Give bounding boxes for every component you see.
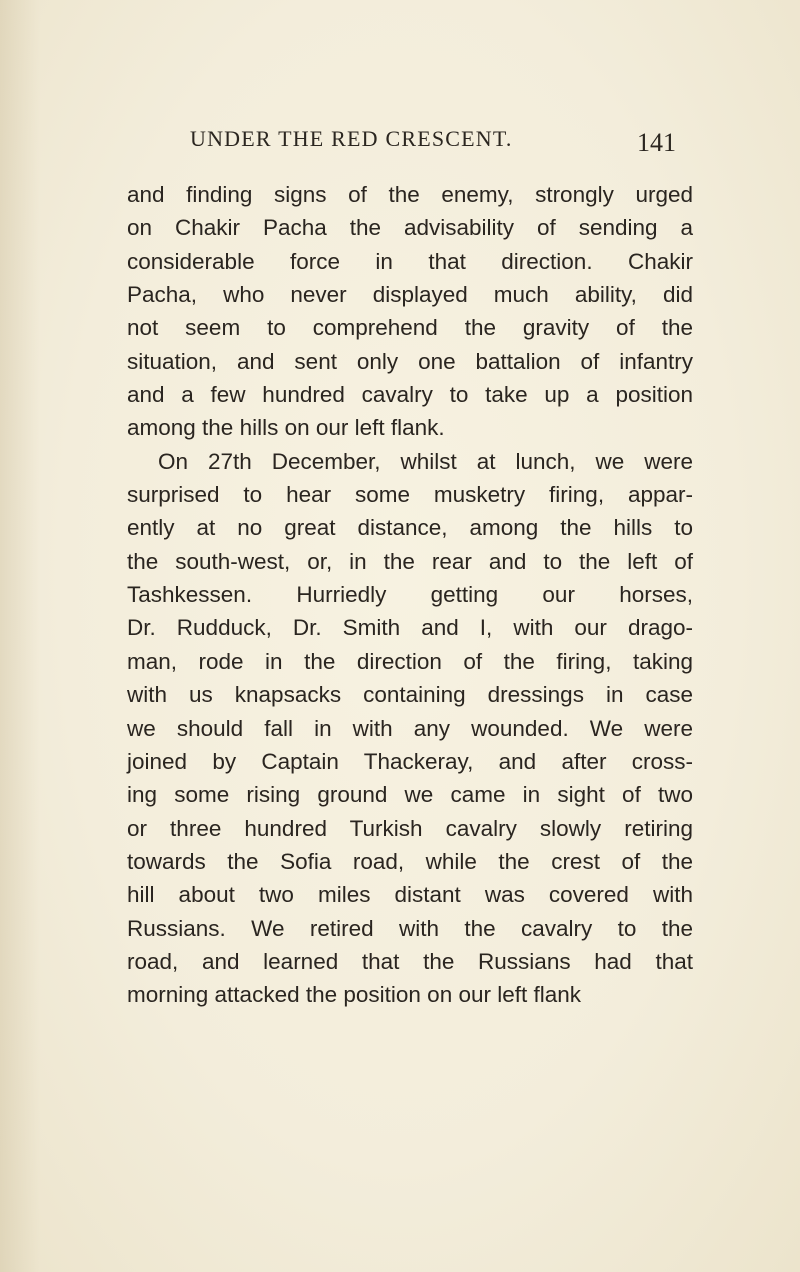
- text-line: On 27th December, whilst at lunch, we were: [158, 448, 693, 474]
- text-line: road, and learned that the Russians had that: [127, 948, 693, 974]
- text-line: Russians. We retired with the cavalry to the: [127, 915, 693, 941]
- text-line: Pacha, who never displayed much ability, did: [127, 282, 693, 308]
- text-line: not seem to comprehend the gravity of the: [127, 315, 693, 341]
- text-line: towards the Sofia road, while the crest of the: [127, 848, 693, 874]
- text-line: on Chakir Pacha the advisability of sending a: [127, 215, 693, 241]
- text-line: and a few hundred cavalry to take up a position: [127, 382, 693, 408]
- text-line: joined by Captain Thackeray, and after cross-: [127, 748, 693, 774]
- running-title: UNDER THE RED CRESCENT.: [190, 126, 513, 151]
- page-number: 141: [637, 128, 676, 157]
- text-line: with us knapsacks containing dressings in case: [127, 682, 693, 708]
- body-text: [127, 178, 693, 1012]
- text-line: Dr. Rudduck, Dr. Smith and I, with our drago-: [127, 615, 693, 641]
- text-line: or three hundred Turkish cavalry slowly retiring: [127, 815, 693, 841]
- text-line: and finding signs of the enemy, strongly urged: [127, 182, 693, 207]
- page-gutter-shadow: [0, 0, 40, 1272]
- text-line: ing some rising ground we came in sight of two: [127, 782, 693, 808]
- text-line: among the hills on our left flank.: [127, 415, 445, 441]
- text-line: man, rode in the direction of the firing, taking: [127, 648, 693, 674]
- text-line: surprised to hear some musketry firing, appar-: [127, 482, 693, 508]
- text-line: considerable force in that direction. Chakir: [127, 248, 693, 274]
- text-line: morning attacked the position on our left flank: [127, 982, 582, 1008]
- text-line: hill about two miles distant was covered with: [127, 882, 693, 908]
- text-line: situation, and sent only one battalion of infantry: [127, 348, 693, 374]
- text-line: Tashkessen. Hurriedly getting our horses,: [127, 582, 693, 608]
- text-line: we should fall in with any wounded. We were: [127, 715, 693, 741]
- page-header: [190, 122, 690, 162]
- text-line: the south-west, or, in the rear and to the left of: [127, 548, 693, 574]
- text-line: ently at no great distance, among the hills to: [127, 515, 693, 541]
